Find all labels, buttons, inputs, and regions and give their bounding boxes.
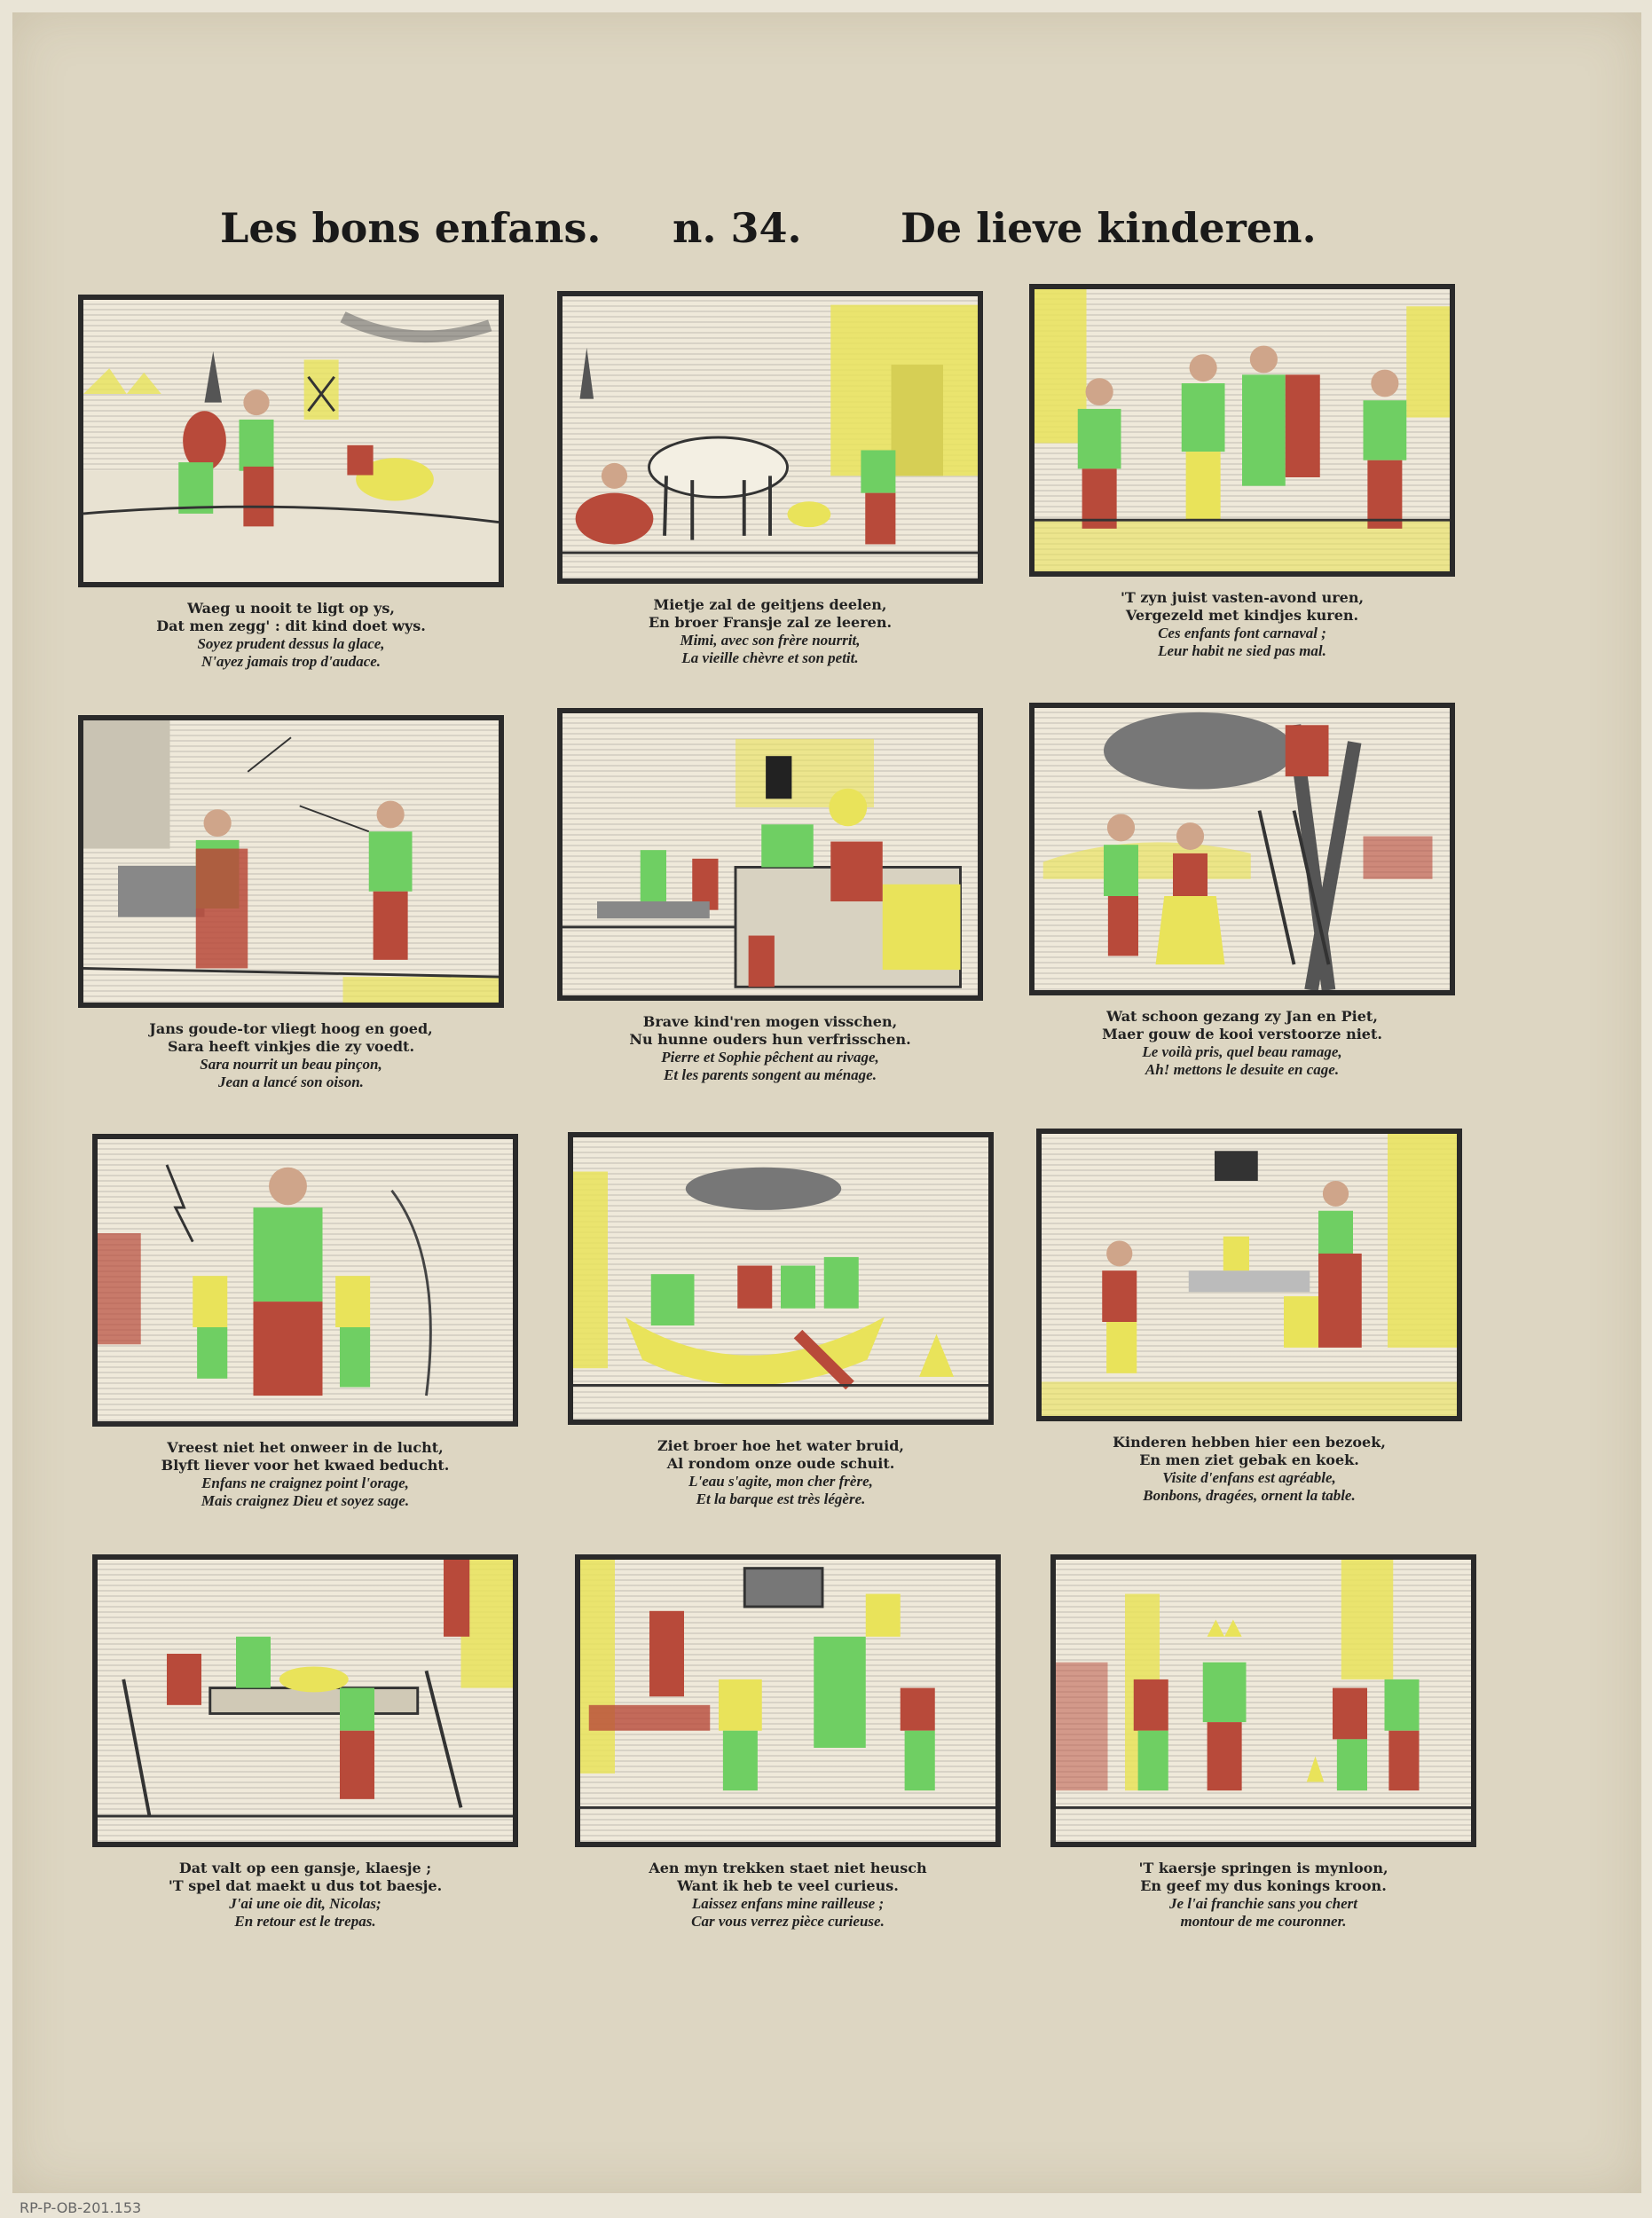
- panel-10: [92, 1554, 518, 1931]
- caption: [568, 1437, 994, 1508]
- caption-line-fr-1: Laissez enfans mine railleuse ;: [691, 1895, 885, 1912]
- woodcut-illustration: [1029, 703, 1455, 995]
- sheet-number: n. 34.: [673, 204, 802, 252]
- caption-line-nl-1: Brave kind'ren mogen visschen,: [642, 1013, 898, 1030]
- caption-line-fr-2: Et la barque est très légère.: [696, 1490, 866, 1507]
- panel-4: [78, 715, 504, 1091]
- caption: [575, 1860, 1001, 1931]
- caption-line-nl-1: Mietje zal de geitjens deelen,: [653, 596, 887, 613]
- woodcut-illustration: [1050, 1554, 1476, 1847]
- woodcut-illustration: [92, 1134, 518, 1427]
- caption-line-fr-2: montour de me couronner.: [1180, 1913, 1347, 1930]
- caption-line-fr-1: Ces enfants font carnaval ;: [1158, 625, 1326, 641]
- caption-line-fr-2: En retour est le trepas.: [234, 1913, 376, 1930]
- caption-line-fr-1: Soyez prudent dessus la glace,: [197, 635, 385, 652]
- caption-line-fr-2: Mais craignez Dieu et soyez sage.: [201, 1492, 410, 1509]
- panel-8: [568, 1132, 994, 1508]
- caption-line-nl-2: En men ziet gebak en koek.: [1139, 1451, 1359, 1468]
- caption-line-nl-1: Wat schoon gezang zy Jan en Piet,: [1106, 1008, 1378, 1025]
- caption-line-fr-2: N'ayez jamais trop d'audace.: [201, 653, 382, 670]
- panel-5: [557, 708, 983, 1084]
- caption-line-fr-1: Je l'ai franchie sans you chert: [1168, 1895, 1358, 1912]
- caption-line-fr-1: Visite d'enfans est agréable,: [1162, 1469, 1336, 1486]
- title-french: Les bons enfans.: [220, 204, 602, 252]
- sheet-header: [0, 204, 1652, 275]
- caption-line-nl-2: En broer Fransje zal ze leeren.: [648, 614, 893, 631]
- woodcut-illustration: [575, 1554, 1001, 1847]
- caption-line-nl-2: Dat men zegg' : dit kind doet wys.: [156, 617, 426, 634]
- woodcut-illustration: [78, 715, 504, 1008]
- woodcut-illustration: [92, 1554, 518, 1847]
- caption-line-fr-1: Pierre et Sophie pêchent au rivage,: [661, 1049, 879, 1066]
- caption-line-nl-1: 'T kaersje springen is mynloon,: [1138, 1860, 1388, 1876]
- caption-line-fr-1: Mimi, avec son frère nourrit,: [680, 632, 861, 649]
- caption: [78, 600, 504, 671]
- caption-line-nl-2: Vergezeld met kindjes kuren.: [1125, 607, 1359, 624]
- caption-line-fr-2: Bonbons, dragées, ornent la table.: [1143, 1487, 1356, 1504]
- caption-line-nl-1: Ziet broer hoe het water bruid,: [657, 1437, 904, 1454]
- caption-line-nl-2: Sara heeft vinkjes die zy voedt.: [167, 1038, 415, 1055]
- caption-line-nl-1: Dat valt op een gansje, klaesje ;: [178, 1860, 432, 1876]
- caption: [557, 1013, 983, 1084]
- woodcut-illustration: [568, 1132, 994, 1425]
- caption-line-fr-1: L'eau s'agite, mon cher frère,: [688, 1473, 873, 1490]
- caption-line-nl-1: Waeg u nooit te ligt op ys,: [187, 600, 395, 617]
- caption: [1036, 1434, 1462, 1505]
- caption-line-fr-2: La vieille chèvre et son petit.: [681, 649, 859, 666]
- caption-line-fr-2: Car vous verrez pièce curieuse.: [691, 1913, 885, 1930]
- caption-line-nl-1: Jans goude-tor vliegt hoog en goed,: [149, 1020, 433, 1037]
- woodcut-illustration: [78, 295, 504, 587]
- woodcut-illustration: [557, 291, 983, 584]
- title-dutch: De lieve kinderen.: [901, 204, 1317, 252]
- panel-9: [1036, 1129, 1462, 1505]
- caption-line-fr-2: Et les parents songent au ménage.: [664, 1066, 877, 1083]
- caption-line-nl-2: 'T spel dat maekt u dus tot baesje.: [168, 1877, 443, 1894]
- panel-12: [1050, 1554, 1476, 1931]
- caption-line-nl-2: Nu hunne ouders hun verfrisschen.: [629, 1031, 911, 1048]
- caption-line-nl-1: Aen myn trekken staet niet heusch: [649, 1860, 927, 1876]
- caption-line-nl-2: Blyft liever voor het kwaed beducht.: [161, 1457, 450, 1474]
- caption: [1050, 1860, 1476, 1931]
- caption-line-nl-2: Maer gouw de kooi verstoorze niet.: [1102, 1026, 1382, 1042]
- caption: [557, 596, 983, 667]
- panel-2: [557, 291, 983, 667]
- caption-line-fr-1: J'ai une oie dit, Nicolas;: [229, 1895, 382, 1912]
- caption-line-nl-1: Kinderen hebben hier een bezoek,: [1113, 1434, 1386, 1451]
- caption-line-nl-2: En geef my dus konings kroon.: [1140, 1877, 1387, 1894]
- caption-line-fr-2: Ah! mettons le desuite en cage.: [1145, 1061, 1340, 1078]
- caption: [92, 1860, 518, 1931]
- caption-line-nl-2: Want ik heb te veel curieus.: [677, 1877, 899, 1894]
- inventory-number: RP-P-OB-201.153: [20, 2199, 142, 2216]
- caption: [1029, 1008, 1455, 1079]
- panel-11: [575, 1554, 1001, 1931]
- woodcut-illustration: [557, 708, 983, 1001]
- panel-1: [78, 295, 504, 671]
- caption: [92, 1439, 518, 1510]
- caption-line-fr-2: Jean a lancé son oison.: [218, 1074, 364, 1090]
- woodcut-illustration: [1036, 1129, 1462, 1421]
- caption-line-fr-2: Leur habit ne sied pas mal.: [1158, 642, 1326, 659]
- caption: [1029, 589, 1455, 660]
- panel-6: [1029, 703, 1455, 1079]
- caption-line-nl-1: 'T zyn juist vasten-avond uren,: [1120, 589, 1365, 606]
- caption-line-fr-1: Sara nourrit un beau pinçon,: [200, 1056, 382, 1073]
- caption-line-nl-2: Al rondom onze oude schuit.: [666, 1455, 895, 1472]
- caption-line-nl-1: Vreest niet het onweer in de lucht,: [167, 1439, 444, 1456]
- panel-3: [1029, 284, 1455, 660]
- panel-7: [92, 1134, 518, 1510]
- caption: [78, 1020, 504, 1091]
- caption-line-fr-1: Le voilà pris, quel beau ramage,: [1142, 1043, 1342, 1060]
- woodcut-illustration: [1029, 284, 1455, 577]
- caption-line-fr-1: Enfans ne craignez point l'orage,: [201, 1475, 409, 1491]
